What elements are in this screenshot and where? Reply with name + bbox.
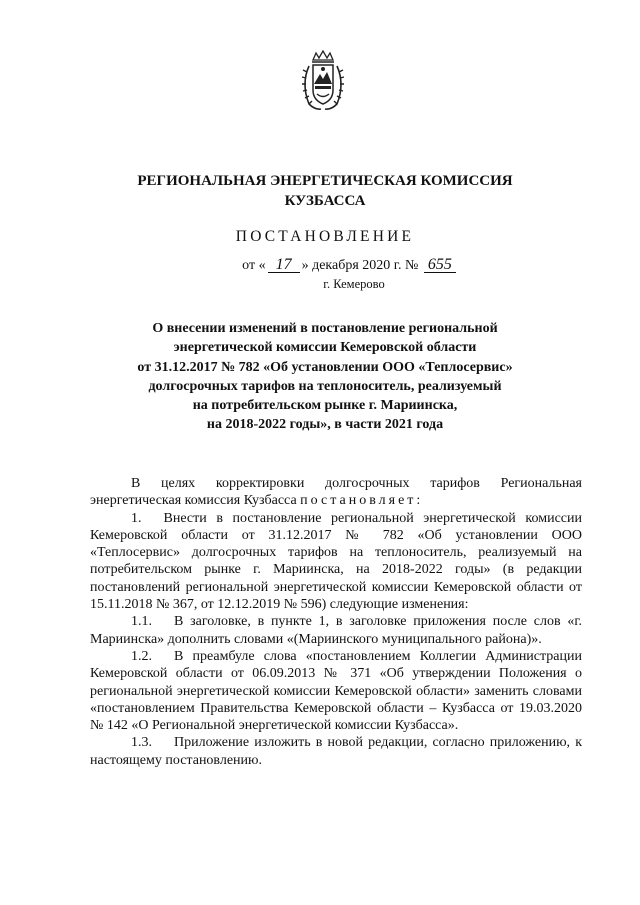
subject-line-3: от 31.12.2017 № 782 «Об установлении ООО «Теплосервис» [137, 359, 513, 375]
paragraph-1-1-number: 1.1. [131, 614, 152, 630]
decree-word: постановляет: [300, 493, 424, 509]
subject-line-4: долгосрочных тарифов на теплоноситель, реализуемый [148, 378, 502, 394]
document-date-number [0, 258, 640, 274]
paragraph-1-3-text: Приложение изложить в новой редакции, согласно приложению, к настоящему постановлению. [90, 735, 582, 768]
date-middle: » декабря 2020 г. № [301, 258, 419, 273]
paragraph-1-3-number: 1.3. [131, 735, 152, 751]
document-body [90, 475, 582, 769]
document-subject [100, 319, 550, 435]
paragraph-1-2 [90, 648, 582, 734]
organization-name [0, 171, 640, 211]
subject-line-6: на 2018-2022 годы», в части 2021 года [206, 417, 444, 433]
intro-paragraph [90, 475, 582, 510]
subject-line-5: на потребительском рынке г. Мариинска, [192, 398, 458, 414]
document-type: ПОСТАНОВЛЕНИЕ [235, 228, 415, 245]
handwritten-day: 17 [268, 258, 300, 273]
paragraph-1 [90, 510, 582, 614]
paragraph-1-1 [90, 613, 582, 648]
paragraph-1-text: Внести в постановление региональной энергетической комиссии Кемеровской области от 31.12.2017 № 782 «Об установлении ООО «Теплосервис» долгосрочных тарифов на теплоноситель, реализуемый на потребительском рынке г. Мариинска, на 2018-2022 годы» (в редакции постановлений региональной энергетической комиссии Кемеровской области от 15.11.2018 № 367, от 12.12.2019 № 596) следующие изменения: [90, 510, 582, 613]
subject-line-2: энергетической комиссии Кемеровской области [173, 340, 477, 356]
paragraph-1-number: 1. [131, 510, 142, 526]
subject-line-1: О внесении изменений в постановление региональной [152, 321, 498, 336]
date-prefix: от « [242, 258, 266, 273]
paragraph-1-1-text: В заголовке, в пункте 1, в заголовке приложения после слов «г. Мариинска» дополнить словами «(Мариинского муниципального района)». [90, 614, 582, 647]
intro-text: В целях корректировки долгосрочных тарифов Региональная энергетическая комиссия Кузбасса [90, 476, 582, 509]
paragraph-1-2-text: В преамбуле слова «постановлением Коллегии Администрации Кемеровской области от 06.09.2013 № 371 «Об утверждении Положения о региональной энергетической комиссии Кемеровской области» заменить словами «постановлением Правительства Кемеровской области – Кузбасса от 19.03.2020 № 142 «О Региональной энергетической комиссии Кузбасса». [90, 648, 582, 734]
paragraph-1-3 [90, 734, 582, 769]
coat-of-arms-emblem [299, 50, 347, 112]
org-line-2: КУЗБАССА [284, 193, 366, 209]
city: г. Кемерово [323, 277, 385, 291]
handwritten-doc-number: 655 [424, 258, 456, 273]
org-line-1: РЕГИОНАЛЬНАЯ ЭНЕРГЕТИЧЕСКАЯ КОМИССИЯ [137, 173, 513, 189]
paragraph-1-2-number: 1.2. [131, 648, 152, 664]
